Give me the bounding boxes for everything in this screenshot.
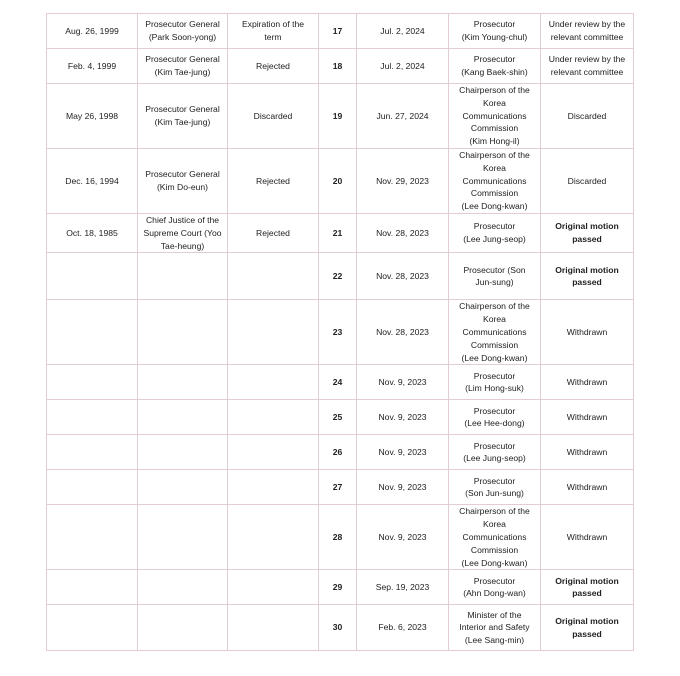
left-date-cell [47,400,138,435]
left-target-cell: Prosecutor General (Kim Tae-jung) [138,84,228,149]
motion-date-cell: Nov. 28, 2023 [357,253,449,300]
motion-number-cell: 24 [319,365,357,400]
motion-date-cell: Nov. 29, 2023 [357,148,449,213]
motion-result-cell: Under review by the relevant committee [541,14,634,49]
motion-result-cell: Original motion passed [541,570,634,605]
left-result-cell [228,365,319,400]
impeachment-motions-table [46,13,634,651]
motion-date-cell: Jun. 27, 2024 [357,84,449,149]
left-date-cell [47,365,138,400]
motion-target-cell: Prosecutor (Lee Jung-seop) [449,435,541,470]
left-date-cell [47,470,138,505]
motion-target-cell: Prosecutor (Kim Young-chul) [449,14,541,49]
table-row [47,84,634,149]
left-result-cell [228,470,319,505]
motion-number-cell: 28 [319,505,357,570]
left-result-cell [228,505,319,570]
motion-result-cell: Discarded [541,84,634,149]
motion-date-cell: Nov. 9, 2023 [357,505,449,570]
left-result-cell [228,435,319,470]
left-result-cell: Rejected [228,148,319,213]
left-date-cell: Feb. 4, 1999 [47,49,138,84]
motion-date-cell: Nov. 9, 2023 [357,365,449,400]
motion-number-cell: 26 [319,435,357,470]
left-date-cell [47,505,138,570]
table-row [47,213,634,252]
motion-result-cell: Original motion passed [541,605,634,651]
motion-date-cell: Nov. 28, 2023 [357,300,449,365]
table-row [47,365,634,400]
left-target-cell [138,365,228,400]
motion-target-cell: Minister of the Interior and Safety (Lee Sang-min) [449,605,541,651]
left-date-cell [47,435,138,470]
motion-number-cell: 19 [319,84,357,149]
motion-date-cell: Sep. 19, 2023 [357,570,449,605]
motion-number-cell: 23 [319,300,357,365]
left-date-cell [47,253,138,300]
left-date-cell: Aug. 26, 1999 [47,14,138,49]
motion-number-cell: 29 [319,570,357,605]
table-row [47,605,634,651]
left-target-cell [138,435,228,470]
table-row [47,148,634,213]
motion-date-cell: Nov. 9, 2023 [357,435,449,470]
left-result-cell: Expiration of the term [228,14,319,49]
motion-date-cell: Nov. 9, 2023 [357,470,449,505]
motion-target-cell: Prosecutor (Lee Jung-seop) [449,213,541,252]
motion-result-cell: Withdrawn [541,400,634,435]
motion-target-cell: Prosecutor (Kang Baek-shin) [449,49,541,84]
left-date-cell [47,605,138,651]
motion-number-cell: 25 [319,400,357,435]
table-row [47,49,634,84]
motion-result-cell: Under review by the relevant committee [541,49,634,84]
left-target-cell [138,300,228,365]
motion-result-cell: Withdrawn [541,435,634,470]
left-date-cell [47,300,138,365]
left-date-cell [47,570,138,605]
left-result-cell [228,605,319,651]
left-target-cell [138,400,228,435]
motion-target-cell: Chairperson of the Korea Communications Commission (Lee Dong-kwan) [449,505,541,570]
left-target-cell [138,253,228,300]
motion-target-cell: Prosecutor (Son Jun-sung) [449,253,541,300]
motion-date-cell: Jul. 2, 2024 [357,14,449,49]
left-date-cell: May 26, 1998 [47,84,138,149]
motion-result-cell: Original motion passed [541,213,634,252]
motion-result-cell: Discarded [541,148,634,213]
left-date-cell: Dec. 16, 1994 [47,148,138,213]
left-target-cell [138,505,228,570]
table-row [47,505,634,570]
table-row [47,570,634,605]
table-row [47,470,634,505]
motion-date-cell: Jul. 2, 2024 [357,49,449,84]
motion-target-cell: Chairperson of the Korea Communications Commission (Lee Dong-kwan) [449,148,541,213]
left-result-cell [228,570,319,605]
motion-date-cell: Nov. 28, 2023 [357,213,449,252]
left-result-cell: Discarded [228,84,319,149]
motion-result-cell: Withdrawn [541,300,634,365]
motion-date-cell: Feb. 6, 2023 [357,605,449,651]
table-row [47,253,634,300]
left-result-cell [228,400,319,435]
motion-date-cell: Nov. 9, 2023 [357,400,449,435]
motion-number-cell: 20 [319,148,357,213]
motion-number-cell: 17 [319,14,357,49]
left-target-cell [138,470,228,505]
motion-number-cell: 27 [319,470,357,505]
left-target-cell: Prosecutor General (Kim Do-eun) [138,148,228,213]
table-row [47,14,634,49]
left-target-cell: Prosecutor General (Park Soon-yong) [138,14,228,49]
left-target-cell [138,605,228,651]
left-date-cell: Oct. 18, 1985 [47,213,138,252]
motion-target-cell: Chairperson of the Korea Communications Commission (Lee Dong-kwan) [449,300,541,365]
motion-target-cell: Chairperson of the Korea Communications Commission (Kim Hong-il) [449,84,541,149]
motion-number-cell: 30 [319,605,357,651]
table-row [47,300,634,365]
motion-result-cell: Withdrawn [541,365,634,400]
left-target-cell: Chief Justice of the Supreme Court (Yoo Tae-heung) [138,213,228,252]
motion-number-cell: 18 [319,49,357,84]
motion-target-cell: Prosecutor (Lee Hee-dong) [449,400,541,435]
table-row [47,400,634,435]
left-result-cell [228,300,319,365]
motion-result-cell: Withdrawn [541,505,634,570]
motion-number-cell: 22 [319,253,357,300]
left-target-cell [138,570,228,605]
motion-result-cell: Withdrawn [541,470,634,505]
left-result-cell [228,253,319,300]
motion-number-cell: 21 [319,213,357,252]
motion-target-cell: Prosecutor (Son Jun-sung) [449,470,541,505]
left-target-cell: Prosecutor General (Kim Tae-jung) [138,49,228,84]
motion-result-cell: Original motion passed [541,253,634,300]
motion-target-cell: Prosecutor (Lim Hong-suk) [449,365,541,400]
table-row [47,435,634,470]
motion-target-cell: Prosecutor (Ahn Dong-wan) [449,570,541,605]
left-result-cell: Rejected [228,213,319,252]
left-result-cell: Rejected [228,49,319,84]
